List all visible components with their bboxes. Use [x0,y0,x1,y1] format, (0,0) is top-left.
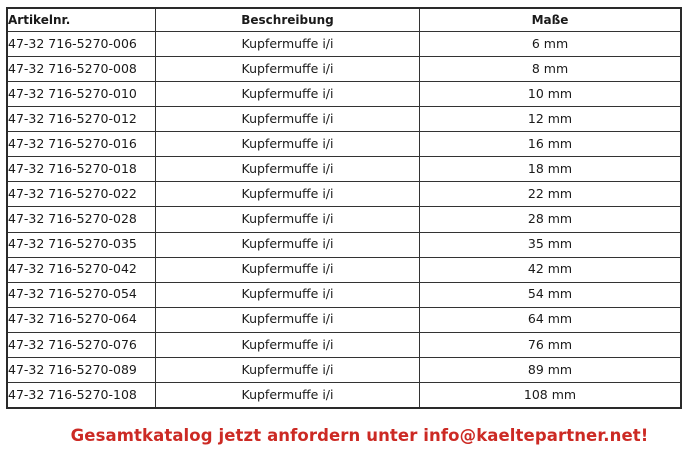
cell-size: 64 mm [420,307,681,332]
cell-article-no: 47-32 716-5270-008 [8,57,156,82]
cell-article-no: 47-32 716-5270-042 [8,257,156,282]
table-row [8,107,680,132]
cell-article-no: 47-32 716-5270-076 [8,332,156,357]
cell-article-no: 47-32 716-5270-028 [8,207,156,232]
cell-article-no: 47-32 716-5270-035 [8,232,156,257]
table-row [8,157,680,182]
cell-article-no: 47-32 716-5270-010 [8,82,156,107]
table-row [8,282,680,307]
cell-size: 108 mm [420,382,681,407]
cell-description: Kupfermuffe i/i [156,182,420,207]
table-row [8,57,680,82]
column-header-article-no: Artikelnr. [8,9,156,32]
cell-article-no: 47-32 716-5270-006 [8,32,156,57]
table-row [8,182,680,207]
cell-article-no: 47-32 716-5270-108 [8,382,156,407]
table-row [8,382,680,407]
catalog-request-text: Gesamtkatalog jetzt anfordern unter info@kaeltepartner.net! [70,426,649,445]
cell-size: 54 mm [420,282,681,307]
cell-article-no: 47-32 716-5270-064 [8,307,156,332]
cell-description: Kupfermuffe i/i [156,232,420,257]
cell-size: 12 mm [420,107,681,132]
table-row [8,32,680,57]
cell-description: Kupfermuffe i/i [156,257,420,282]
column-header-description: Beschreibung [156,9,420,32]
table-row [8,82,680,107]
cell-size: 6 mm [420,32,681,57]
table-row [8,307,680,332]
cell-size: 42 mm [420,257,681,282]
cell-description: Kupfermuffe i/i [156,357,420,382]
cell-description: Kupfermuffe i/i [156,307,420,332]
cell-size: 76 mm [420,332,681,357]
cell-article-no: 47-32 716-5270-089 [8,357,156,382]
cell-size: 89 mm [420,357,681,382]
cell-description: Kupfermuffe i/i [156,207,420,232]
cell-size: 10 mm [420,82,681,107]
table-row [8,207,680,232]
cell-size: 28 mm [420,207,681,232]
table-header-row [8,9,680,32]
table-row [8,257,680,282]
cell-size: 22 mm [420,182,681,207]
cell-description: Kupfermuffe i/i [156,382,420,407]
cell-description: Kupfermuffe i/i [156,57,420,82]
cell-size: 16 mm [420,132,681,157]
table-body [8,32,680,408]
cell-description: Kupfermuffe i/i [156,82,420,107]
product-table [8,9,680,407]
table-row [8,332,680,357]
cell-article-no: 47-32 716-5270-016 [8,132,156,157]
cell-size: 18 mm [420,157,681,182]
product-table-frame [6,7,682,409]
cell-description: Kupfermuffe i/i [156,132,420,157]
cell-description: Kupfermuffe i/i [156,32,420,57]
cell-description: Kupfermuffe i/i [156,157,420,182]
cell-article-no: 47-32 716-5270-012 [8,107,156,132]
table-row [8,232,680,257]
cell-size: 35 mm [420,232,681,257]
cell-description: Kupfermuffe i/i [156,282,420,307]
cell-description: Kupfermuffe i/i [156,107,420,132]
table-row [8,357,680,382]
cell-size: 8 mm [420,57,681,82]
cell-article-no: 47-32 716-5270-018 [8,157,156,182]
catalog-request-note [0,426,693,445]
cell-article-no: 47-32 716-5270-022 [8,182,156,207]
column-header-size: Maße [420,9,681,32]
cell-description: Kupfermuffe i/i [156,332,420,357]
cell-article-no: 47-32 716-5270-054 [8,282,156,307]
table-row [8,132,680,157]
